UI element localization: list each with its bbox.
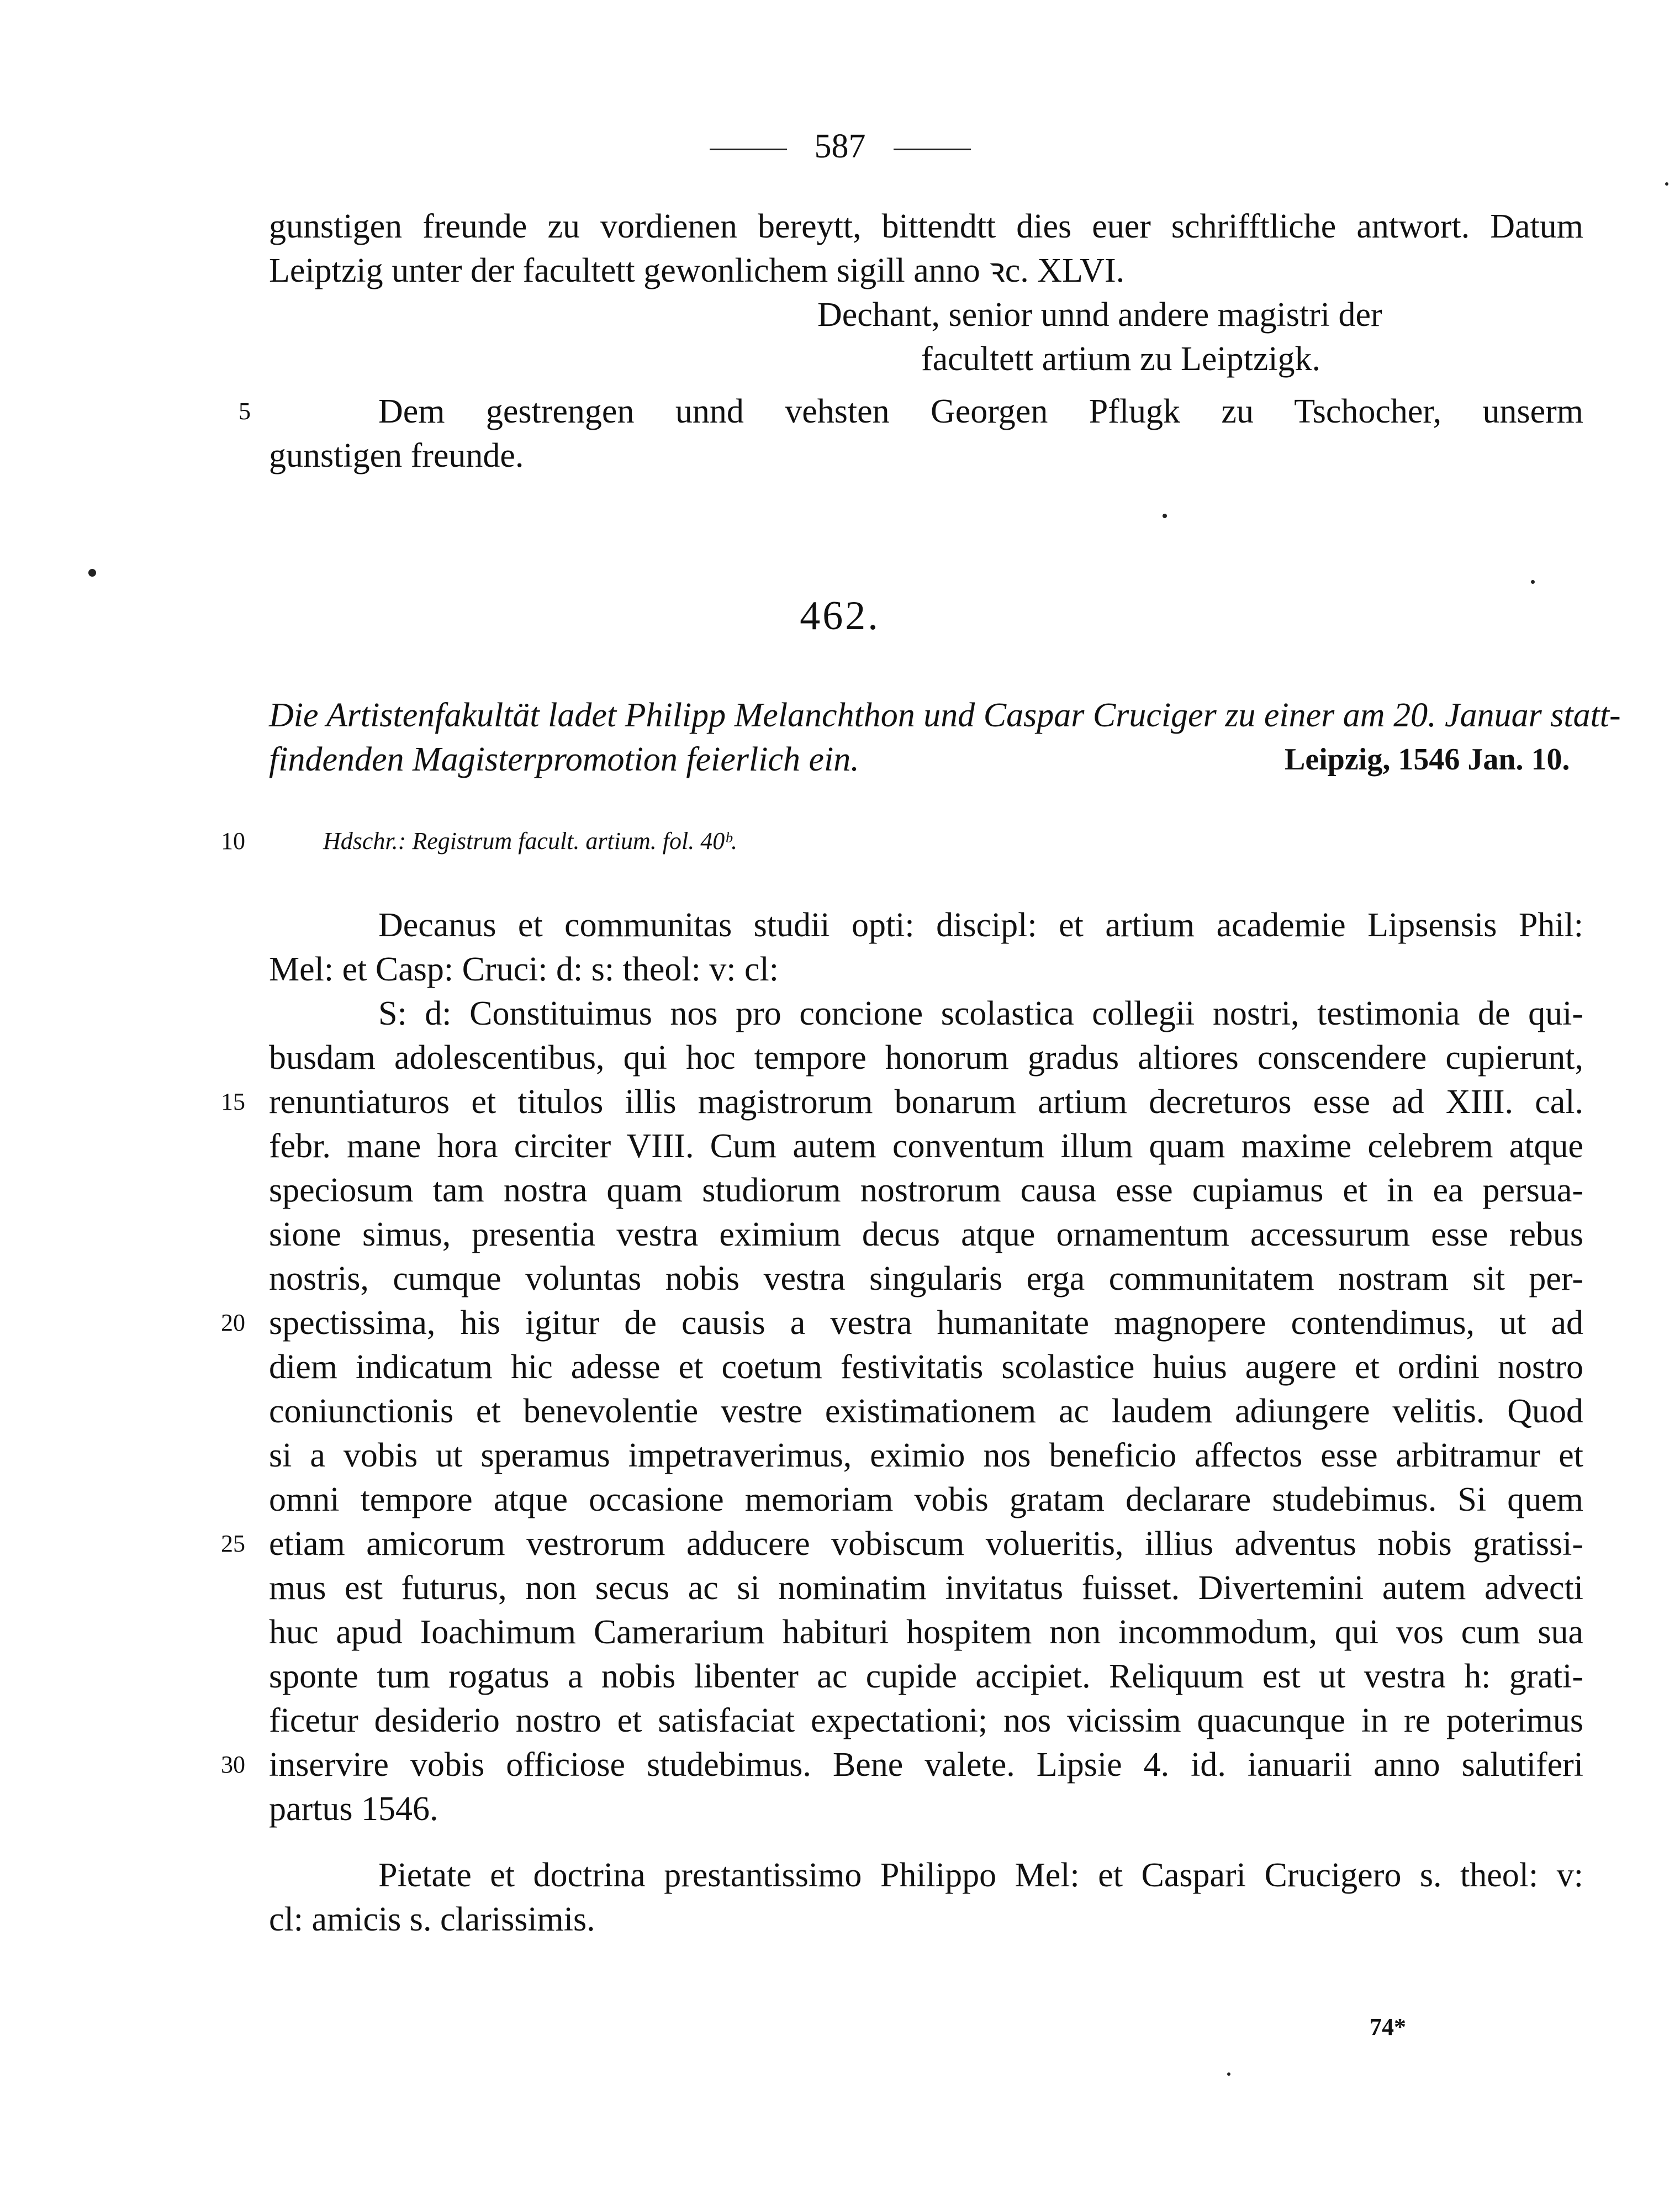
letter-line-9: nostris, cumque voluntas nobis vestra singularis erga communitatem nostram sit per- [269,1260,1583,1297]
signature-mark: 74* [1370,2013,1406,2040]
scan-speck [88,569,96,577]
header-dash-right [894,149,971,150]
prev-signature-line-2: facultett artium zu Leiptzigk. [921,340,1321,378]
letter-line-4: busdam adolescentibus, qui hoc tempore honorum gradus altiores conscendere cupierunt, [269,1039,1583,1077]
letter-line-17: huc apud Ioachimum Camerarium habituri hospitem non incommodum, qui vos cum sua [269,1613,1583,1651]
letter-line-12: coniunctionis et benevolentie vestre existimationem ac laudem adiungere velitis. Quod [269,1392,1583,1430]
summary-line-2: findenden Magisterpromotion feierlich ein. [269,741,859,778]
scan-speck [1163,514,1167,518]
letter-line-6: febr. mane hora circiter VIII. Cum autem conventum illum quam maxime celebrem atque [269,1127,1583,1165]
page-header [0,124,1680,168]
letter-line-21: partus 1546. [269,1790,439,1828]
letter-line-2: Mel: et Casp: Cruci: d: s: theol: v: cl: [269,951,779,988]
letter-line-14: omni tempore atque occasione memoriam vobis gratam declarare studebimus. Si quem [269,1481,1583,1518]
prev-address-line-1: Dem gestrengen unnd vehsten Georgen Pflugk zu Tschocher, unserm [378,393,1583,430]
line-number-10: 10 [221,827,245,854]
line-number-25: 25 [221,1530,245,1557]
line-number-15: 15 [221,1088,245,1115]
document-number: 462. [800,593,880,639]
scan-speck [1227,2072,1230,2076]
prev-address-line-2: gunstigen freunde. [269,437,524,474]
letter-line-19: ficetur desiderio nostro et satisfaciat expectationi; nos vicissim quacunque in re poterimus [269,1702,1583,1739]
line-number-5: 5 [239,398,251,425]
scan-speck [1531,580,1535,584]
letter-line-11: diem indicatum hic adesse et coetum festivitatis scolastice huius augere et ordini nostro [269,1348,1583,1386]
page-number: 587 [814,128,866,165]
letter-line-15: etiam amicorum vestrorum adducere vobiscum volueritis, illius adventus nobis gratissi- [269,1525,1583,1563]
letter-address-line-2: cl: amicis s. clarissimis. [269,1901,595,1938]
letter-line-8: sione simus, presentia vestra eximium decus atque ornamentum accessurum esse rebus [269,1216,1583,1253]
place-date: Leipzig, 1546 Jan. 10. [1285,742,1570,777]
letter-line-1: Decanus et communitas studii opti: discipl: et artium academie Lipsensis Phil: [378,906,1583,944]
letter-line-7: speciosum tam nostra quam studiorum nostrorum causa esse cupiamus et in ea persua- [269,1172,1583,1209]
letter-address-line-1: Pietate et doctrina prestantissimo Philippo Mel: et Caspari Crucigero s. theol: v: [378,1856,1583,1894]
letter-line-3: S: d: Constituimus nos pro concione scolastica collegii nostri, testimonia de qui- [378,995,1583,1032]
source-reference: Hdschr.: Registrum facult. artium. fol. 40ᵇ. [323,827,738,854]
letter-line-13: si a vobis ut speramus impetraverimus, eximio nos beneficio affectos esse arbitramur et [269,1437,1583,1474]
letter-line-5: renuntiaturos et titulos illis magistrorum bonarum artium decreturos esse ad XIII. cal. [269,1083,1583,1121]
letter-line-10: spectissima, his igitur de causis a vestra humanitate magnopere contendimus, ut ad [269,1304,1583,1342]
letter-line-20: inservire vobis officiose studebimus. Bene valete. Lipsie 4. id. ianuarii anno salutiferi [269,1746,1583,1784]
letter-line-18: sponte tum rogatus a nobis libenter ac cupide accipiet. Reliquum est ut vestra h: grati- [269,1658,1583,1695]
prev-signature-line-1: Dechant, senior unnd andere magistri der [817,296,1382,334]
prev-letter-line-1: gunstigen freunde zu vordienen bereytt, bittendtt dies euer schrifftliche antwort. Datum [269,208,1583,245]
line-number-30: 30 [221,1751,245,1778]
summary-line-1: Die Artistenfakultät ladet Philipp Melanchthon und Caspar Cruciger zu einer am 20. Januar statt- [269,697,1621,734]
letter-line-16: mus est futurus, non secus ac si nominatim invitatus fuisset. Divertemini autem advecti [269,1569,1583,1607]
prev-letter-line-2: Leiptzig unter der facultett gewonlichem sigill anno ꝛc. XLVI. [269,252,1125,289]
header-dash-left [710,149,787,150]
scan-speck [1665,182,1668,186]
line-number-20: 20 [221,1309,245,1336]
